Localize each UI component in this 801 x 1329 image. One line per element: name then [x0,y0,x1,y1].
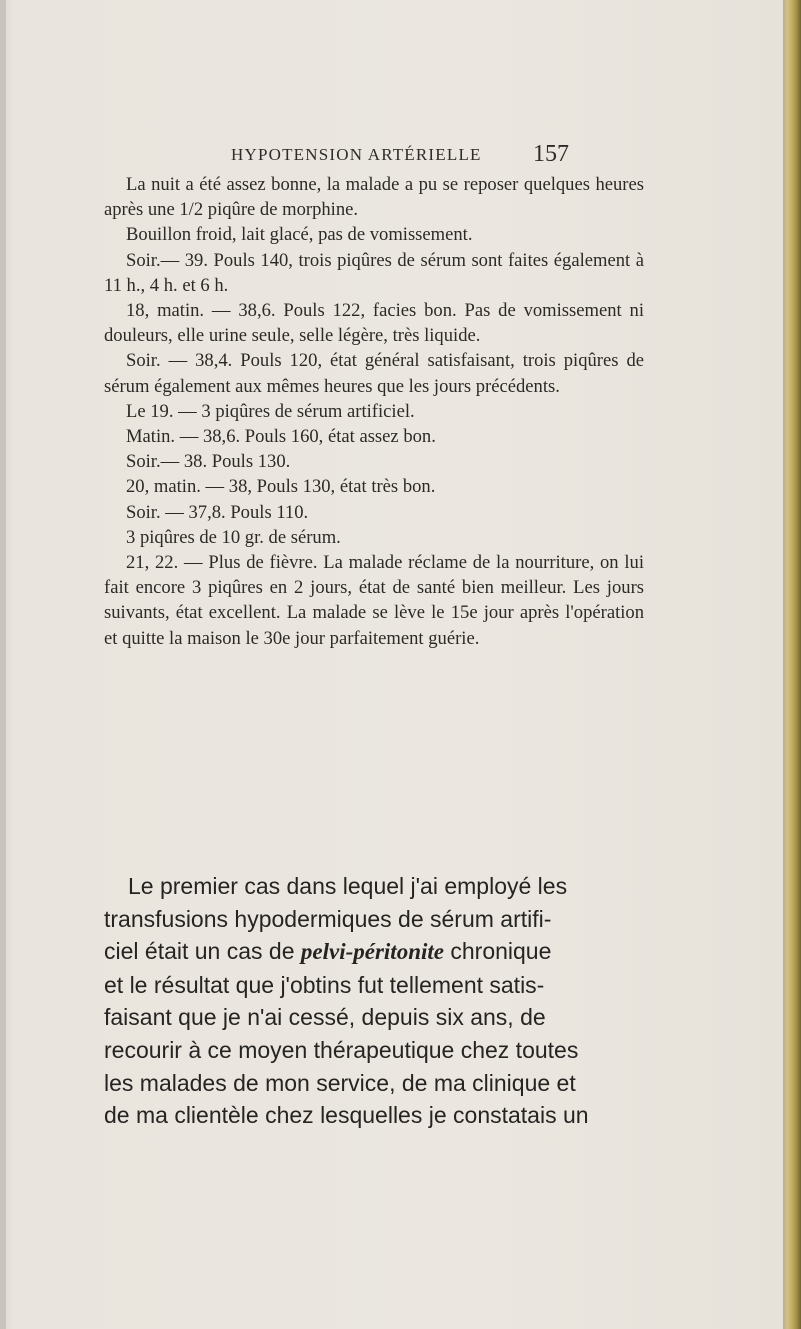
note-paragraph: 3 piqûres de 10 gr. de sérum. [126,526,341,548]
page-gutter [0,0,6,1329]
note-paragraph: 21, 22. — Plus de fièvre. La malade réclame de la nourriture, on lui fait encore 3 piqûres en 2 jours, état de santé bien meilleur. Les jours suivants, état excellent. La malade se lève le 15e jour après l'opération et quitte la maison le 30e jour parfaitement guérie. [104,552,644,649]
running-title: HYPOTENSION ARTÉRIELLE [231,145,482,164]
note-paragraph: Bouillon froid, lait glacé, pas de vomissement. [126,224,473,246]
page-edge [783,0,801,1329]
body-line: Le premier cas dans lequel j'ai employé les [128,873,568,899]
body-line-start: ciel était un cas de [104,938,295,965]
body-line-end: chronique [450,938,552,965]
note-paragraph: Soir.— 38. Pouls 130. [126,451,291,473]
body-line [104,935,642,969]
note-paragraph: Matin. — 38,6. Pouls 160, état assez bon. [126,426,436,448]
note-paragraph: Soir. — 37,8. Pouls 110. [126,501,309,523]
note-paragraph: 20, matin. — 38, Pouls 130, état très bon. [126,476,436,498]
body-line: les malades de mon service, de ma clinique et [104,1069,576,1096]
page-number: 157 [533,141,569,167]
body-line: faisant que je n'ai cessé, depuis six ans, de [104,1004,546,1031]
emphasis-term: pelvi-péritonite [300,939,444,965]
note-paragraph: Le 19. — 3 piqûres de sérum artificiel. [126,400,415,422]
body-paragraph [104,870,642,1132]
note-paragraph: Soir. — 38,4. Pouls 120, état général satisfaisant, trois piqûres de sérum également aux mêmes heures que les jours précédents. [104,350,644,397]
clinical-notes [104,172,644,651]
body-line: transfusions hypodermiques de sérum artifi- [104,905,552,932]
note-paragraph: Soir.— 39. Pouls 140, trois piqûres de sérum sont faites également à 11 h., 4 h. et 6 h. [104,249,644,296]
body-line: de ma clientèle chez lesquelles je constatais un [104,1102,589,1129]
body-line: recourir à ce moyen thérapeutique chez toutes [104,1036,579,1063]
note-paragraph: 18, matin. — 38,6. Pouls 122, facies bon. Pas de vomissement ni douleurs, elle urine seule, selle légère, très liquide. [104,300,644,347]
body-line: et le résultat que j'obtins fut tellement satis- [104,971,545,998]
note-paragraph: La nuit a été assez bonne, la malade a pu se reposer quelques heures après une 1/2 piqûre de morphine. [104,174,644,221]
page-header [0,141,801,171]
